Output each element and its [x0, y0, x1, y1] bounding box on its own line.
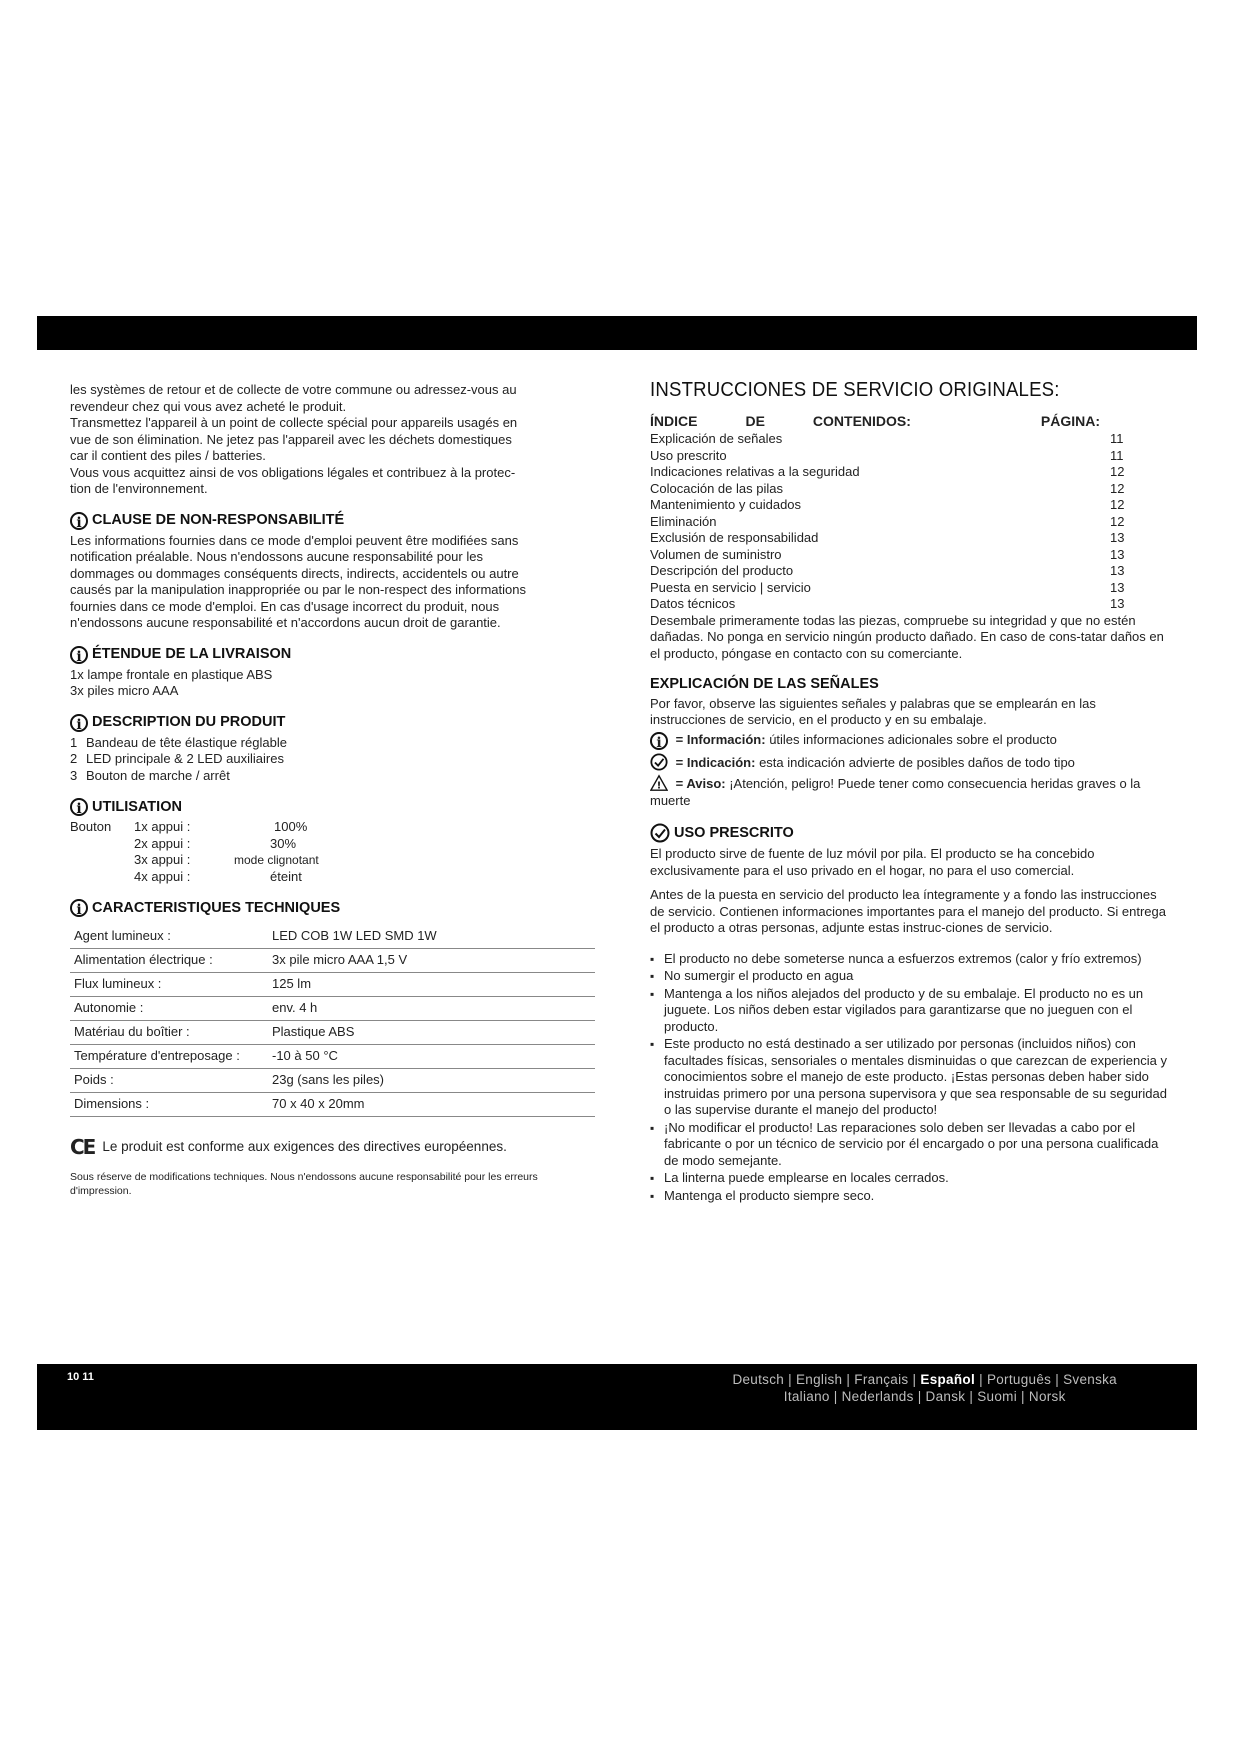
left-column	[70, 382, 590, 1198]
usage-value: 30%	[270, 835, 297, 851]
unpack-text: Desembale primeramente todas las piezas, compruebe su integridad y que no estén dañadas. No ponga en servicio ningún producto dañado. En caso de cons-tatar daños en el producto, póngase en contacto con su comerciante.	[650, 612, 1164, 661]
signal-info: i = Información: útiles informaciones adicionales sobre el producto	[650, 732, 1170, 750]
delivery-heading: ÉTENDUE DE LA LIVRAISON	[92, 646, 292, 663]
usage-press: 1x appui :	[134, 819, 191, 834]
toc-row: Descripción del producto 13	[650, 563, 1125, 578]
ce-statement	[70, 1135, 590, 1159]
intro-line: Transmettez l'appareil à un point de collecte spécial pour appareils usagés en	[70, 415, 518, 430]
lang-english[interactable]: English	[795, 1372, 843, 1387]
usage-heading: UTILISATION	[92, 798, 182, 815]
disclaimer-heading: CLAUSE DE NON-RESPONSABILITÉ	[92, 512, 345, 529]
signal-indication: = Indicación: esta indicación advierte de posibles daños de todo tipo	[650, 753, 1170, 772]
list-item: ▪ Mantenga el producto siempre seco.	[650, 1188, 1170, 1205]
table-row: Température d'entreposage : -10 à 50 °C	[70, 1045, 595, 1069]
svg-text:!: !	[656, 780, 662, 792]
intro-line: les systèmes de retour et de collecte de votre commune ou adressez-vous au	[70, 382, 517, 397]
delivery-item: 1x lampe frontale en plastique ABS	[70, 666, 273, 682]
safety-list	[650, 951, 1170, 1205]
usage-value: mode clignotant	[234, 853, 319, 867]
ce-mark-icon: CE	[70, 1135, 95, 1159]
page-numbers: 10 11	[67, 1371, 94, 1383]
lang-francais[interactable]: Français	[854, 1372, 909, 1387]
description-heading: DESCRIPTION DU PRODUIT	[92, 714, 286, 731]
intro-line: revendeur chez qui vous avez acheté le produit.	[70, 398, 347, 414]
toc-row: Datos técnicos 13	[650, 596, 1125, 611]
footer-bar	[37, 1364, 1197, 1430]
intended-use-heading: USO PRESCRITO	[674, 824, 794, 841]
signals-heading: EXPLICACIÓN DE LAS SEÑALES	[650, 676, 879, 692]
lang-deutsch[interactable]: Deutsch	[732, 1372, 785, 1387]
intro-line: Vous vous acquittez ainsi de vos obligations légales et contribuez à la protec-	[70, 464, 516, 480]
intended-use-text: El producto sirve de fuente de luz móvil por pila. El producto se ha concebido exclusivamente para el uso privado en el hogar, no para el uso comercial.	[650, 846, 1095, 878]
usage-label: Bouton	[70, 819, 112, 834]
usage-press: 3x appui :	[134, 852, 191, 867]
table-row: Dimensions : 70 x 40 x 20mm	[70, 1093, 595, 1117]
toc-page-heading: PÁGINA:	[1040, 412, 1100, 429]
description-item: 2 LED principale & 2 LED auxiliaires	[70, 751, 284, 766]
toc-row: Volumen de suministro 13	[650, 546, 1125, 562]
usage-press: 4x appui :	[134, 868, 191, 884]
signal-warning: ! = Aviso: ¡Atención, peligro! Puede tener como consecuencia heridas graves o la muerte	[650, 776, 1141, 808]
toc-row: Puesta en servicio | servicio 13	[650, 579, 1125, 595]
toc-row: Uso prescrito 11	[650, 447, 1124, 463]
list-item: ▪ Mantenga a los niños alejados del producto y de su embalaje. El producto no es un juguete. Los niños deben estar vigilados para garantizarse que no jueguen con el producto.	[650, 986, 1170, 1036]
list-item: ▪ El producto no debe someterse nunca a esfuerzos extremos (calor y frío extremos)	[650, 951, 1170, 968]
toc-row: Explicación de señales 11	[650, 431, 1124, 446]
table-row: Flux lumineux : 125 lm	[70, 973, 595, 997]
toc-head-word: DE	[745, 412, 765, 429]
description-section	[70, 714, 590, 785]
intro-line: vue de son élimination. Ne jetez pas l'appareil avec les déchets domestiques	[70, 431, 512, 447]
info-icon: i	[70, 646, 88, 664]
check-icon	[650, 823, 670, 843]
ce-text: Le produit est conforme aux exigences des directives européennes.	[102, 1139, 507, 1154]
signals-section	[650, 676, 1170, 809]
specs-section	[70, 899, 590, 1117]
list-item: ▪ ¡No modificar el producto! Las reparaciones solo deben ser llevadas a cabo por el fabricante o por un técnico de servicio por él encargado o por una persona cualificada de modo semejante.	[650, 1120, 1170, 1170]
language-list-line2: Italiano | Nederlands | Dansk | Suomi | Norsk	[783, 1389, 1066, 1404]
disclaimer-line: fournies dans ce mode d'emploi. En cas d'usage incorrect du produit, nous	[70, 598, 500, 614]
lang-espanol[interactable]: Español	[920, 1372, 976, 1387]
list-item: ▪ Este producto no está destinado a ser utilizado por personas (incluidos niños) con facultades físicas, sensoriales o mentales disminuidas o que carezcan de experiencia y conocimientos sobre el manejo de este producto. ¡Estas personas deben haber sido instruidas primero por una persona supervisora y que sea responsable de su seguridad o las supervise durante el manejo del producto!	[650, 1036, 1170, 1119]
disclaimer-line: causés par la manipulation inappropriée ou par le non-respect des informations	[70, 582, 526, 597]
intro-line: tion de l'environnement.	[70, 481, 208, 496]
toc-row: Exclusión de responsabilidad 13	[650, 530, 1125, 545]
disclaimer-line: n'endossons aucune responsabilité et n'accordons aucun droit de garantie.	[70, 615, 501, 630]
usage-section	[70, 798, 590, 885]
list-item: ▪ La linterna puede emplearse en locales cerrados.	[650, 1170, 1170, 1187]
toc-head-word: CONTENIDOS:	[812, 412, 911, 429]
toc-list	[650, 431, 1170, 613]
disclaimer-section	[70, 512, 590, 632]
page-title: INSTRUCCIONES DE SERVICIO ORIGINALES:	[650, 379, 1060, 401]
disclaimer-line: Les informations fournies dans ce mode d'emploi peuvent être modifiées sans	[70, 532, 519, 548]
footnote: Sous réserve de modifications techniques. Nous n'endossons aucune responsabilité pour les erreurs d'impression.	[70, 1170, 538, 1197]
warning-icon	[650, 774, 668, 792]
intended-use-section	[650, 823, 1170, 1204]
toc-head-word: ÍNDICE	[650, 412, 698, 429]
toc-row: Indicaciones relativas a la seguridad 12	[650, 464, 1125, 479]
description-item: 1 Bandeau de tête élastique réglable	[70, 734, 287, 750]
table-row: Matériau du boîtier : Plastique ABS	[70, 1021, 595, 1045]
info-icon: i	[70, 512, 88, 530]
info-icon: i	[650, 732, 668, 750]
table-row: Autonomie : env. 4 h	[70, 997, 595, 1021]
table-row: Poids : 23g (sans les piles)	[70, 1069, 595, 1093]
toc-header	[650, 413, 1170, 430]
list-item: ▪ No sumergir el producto en agua	[650, 968, 1170, 985]
signals-intro: Por favor, observe las siguientes señales y palabras que se emplearán en las instrucciones de servicio, en el producto y en su embalaje.	[650, 695, 1096, 727]
toc-row: Eliminación 12	[650, 513, 1125, 529]
usage-press: 2x appui :	[134, 835, 191, 851]
toc-row: Mantenimiento y cuidados 12	[650, 497, 1125, 512]
lang-portugues[interactable]: Português	[986, 1372, 1052, 1387]
toc-row: Colocación de las pilas 12	[650, 480, 1125, 496]
info-icon: i	[70, 899, 88, 917]
info-icon: i	[70, 714, 88, 732]
intro-line: car il contient des piles / batteries.	[70, 448, 266, 463]
intro-text	[70, 382, 590, 498]
disclaimer-line: notification préalable. Nous n'endossons aucune responsabilité pour les	[70, 549, 483, 564]
specs-table	[70, 925, 595, 1117]
right-column	[650, 379, 1170, 1205]
disclaimer-line: dommages ou dommages conséquents directs, indirects, accidentels ou autre	[70, 565, 519, 581]
specs-heading: CARACTERISTIQUES TECHNIQUES	[92, 899, 341, 916]
table-row: Agent lumineux : LED COB 1W LED SMD 1W	[70, 925, 595, 949]
language-list: Deutsch | English | Français | Español | Português | Svenska Italiano | Nederlands | Dansk | Suomi | Norsk	[732, 1372, 1117, 1404]
table-row: Alimentation électrique : 3x pile micro AAA 1,5 V	[70, 949, 595, 973]
description-item: 3 Bouton de marche / arrêt	[70, 767, 230, 783]
delivery-section	[70, 646, 590, 700]
intended-use-text: Antes de la puesta en servicio del producto lea íntegramente y a fondo las instrucciones de servicio. Contienen informaciones importantes para el manejo del producto. Si entrega el producto a otras personas, adjunte estas instruc-ciones de servicio.	[650, 887, 1166, 935]
delivery-item: 3x piles micro AAA	[70, 683, 179, 698]
check-icon	[650, 753, 668, 771]
lang-svenska[interactable]: Svenska	[1063, 1372, 1117, 1387]
usage-value: éteint	[270, 868, 302, 884]
info-icon: i	[70, 798, 88, 816]
header-bar	[37, 316, 1197, 350]
usage-value: 100%	[274, 819, 308, 834]
